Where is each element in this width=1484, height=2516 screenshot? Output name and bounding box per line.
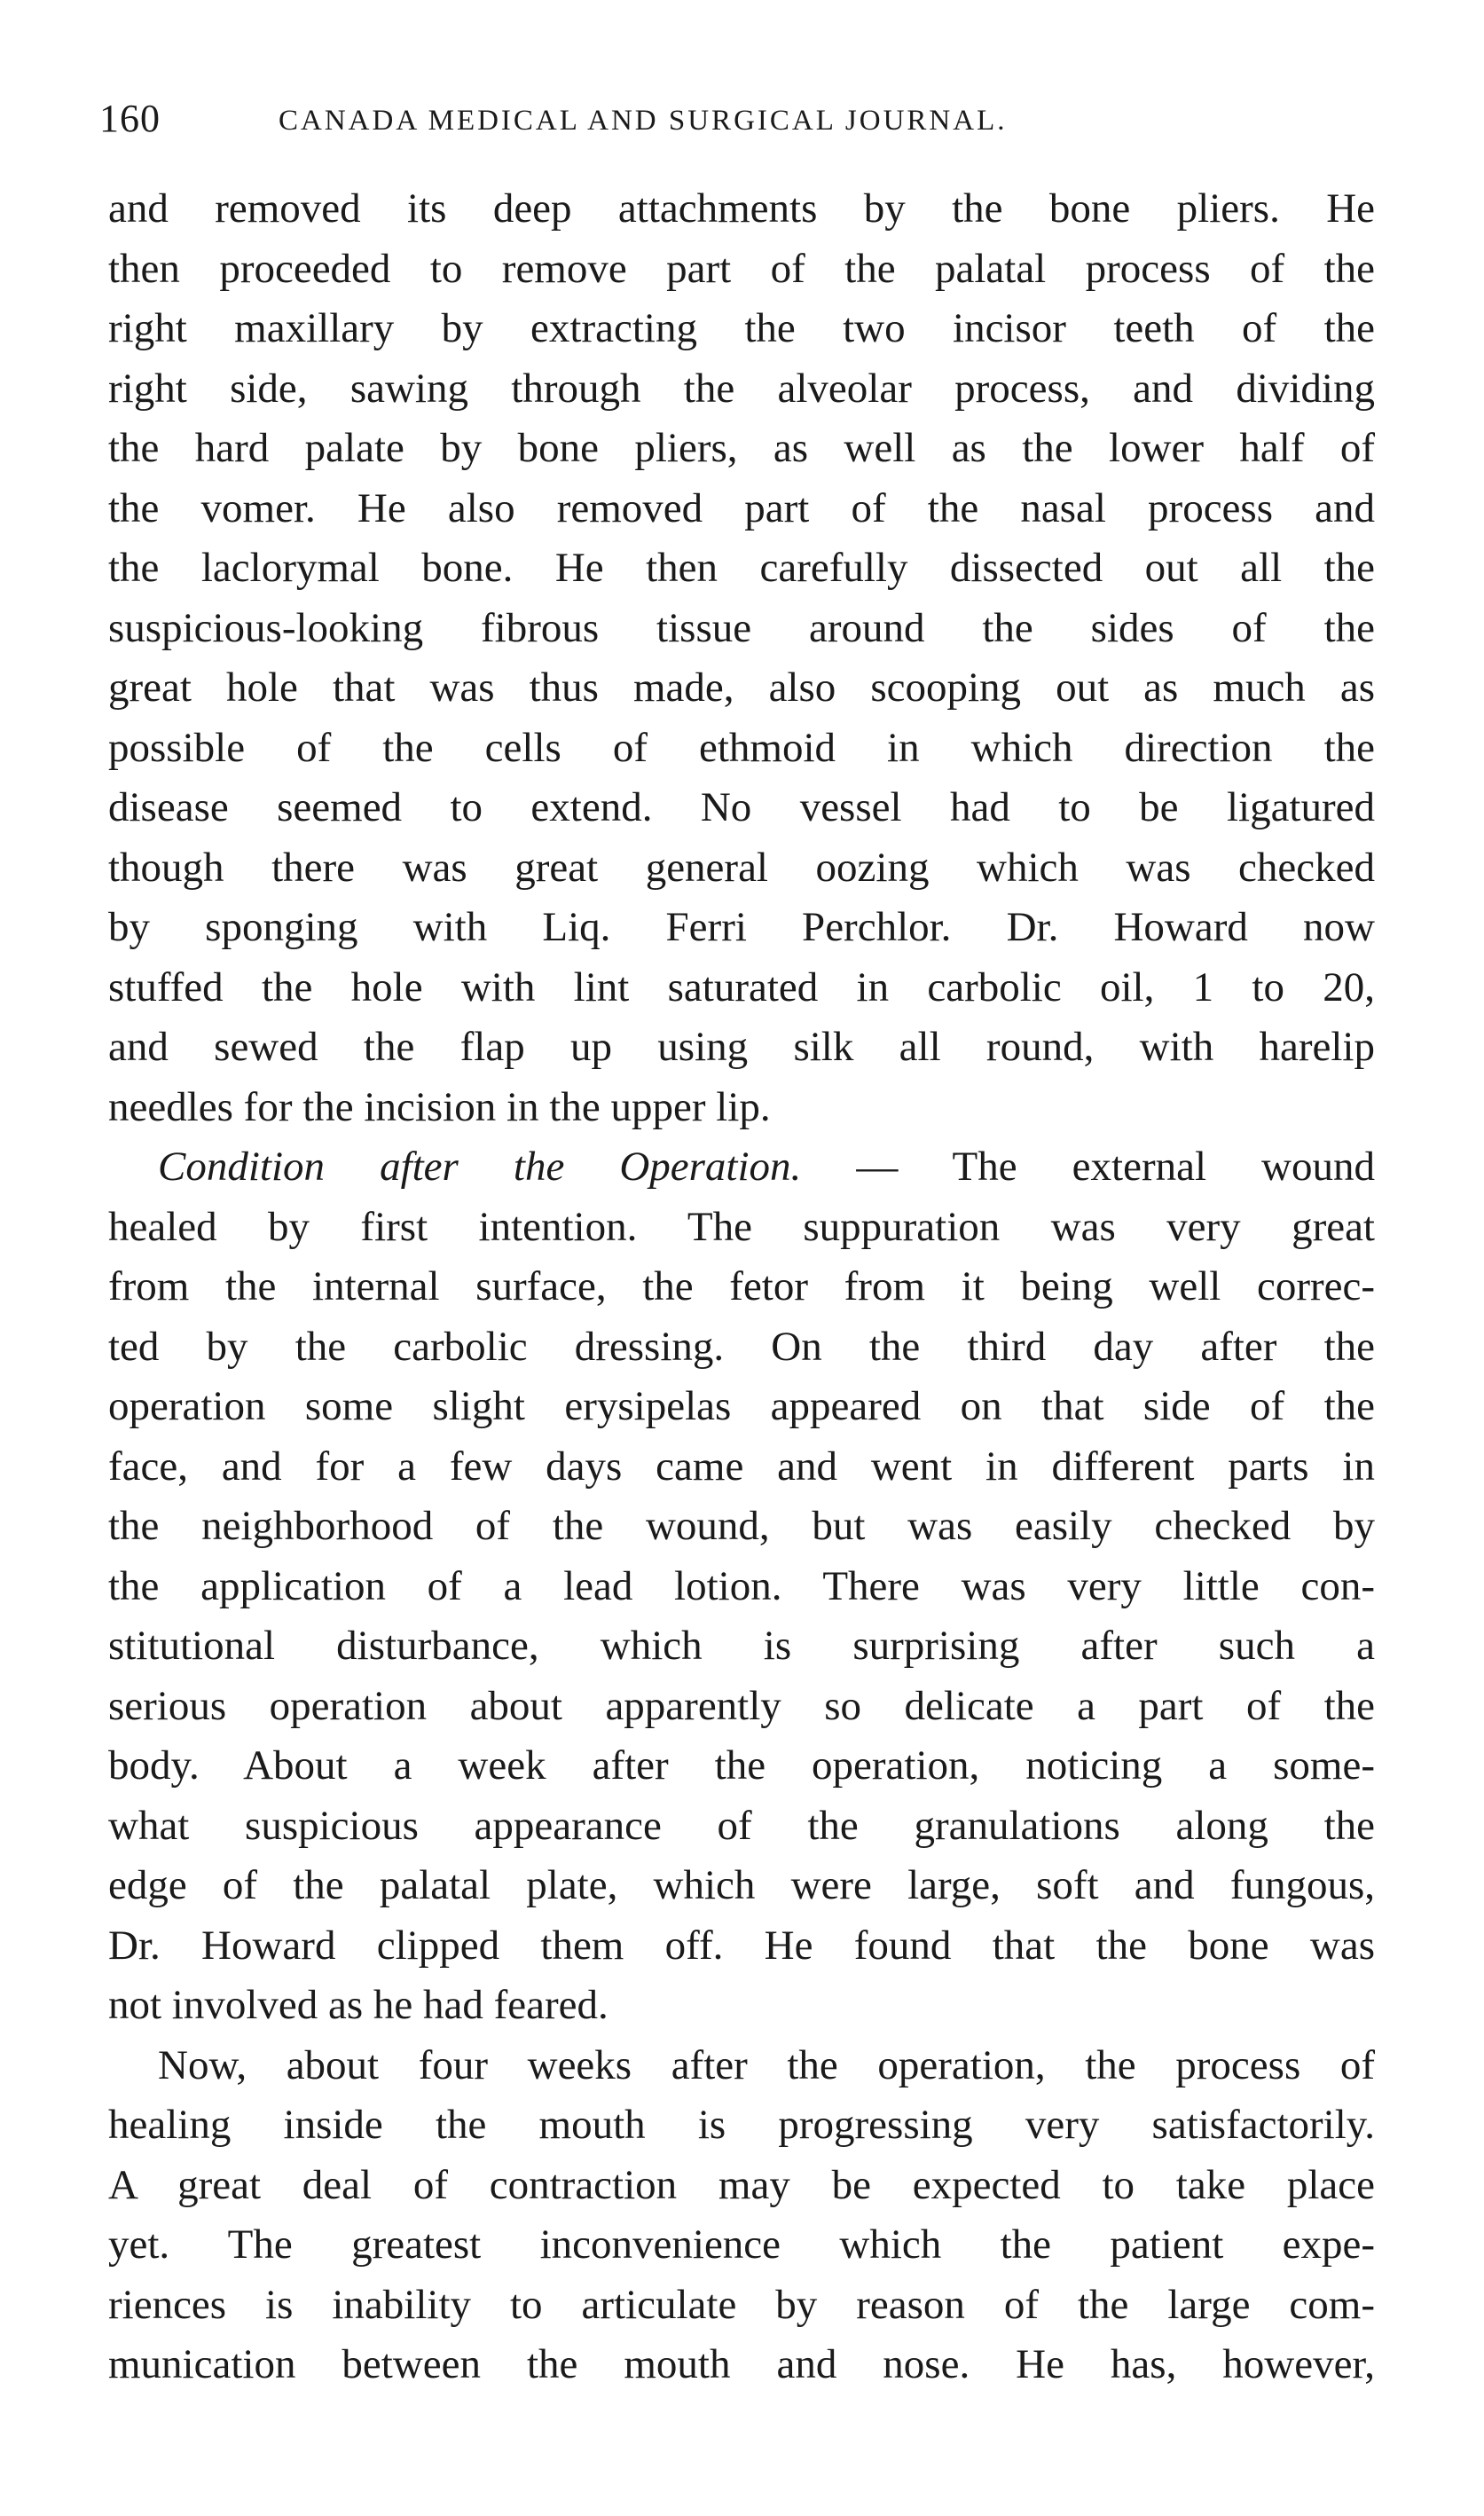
text-line bbox=[108, 1137, 1375, 1198]
text-line: stitutional disturbance, which is surprising after such a bbox=[108, 1623, 1375, 1669]
text-line: suspicious-looking fibrous tissue around the sides of the bbox=[108, 604, 1375, 651]
text-line: edge of the palatal plate, which were large, soft and fungous, bbox=[108, 1862, 1375, 1908]
text-line: right maxillary by extracting the two incisor teeth of the bbox=[108, 305, 1375, 351]
paragraph-operation-description bbox=[108, 179, 1375, 1137]
page-number: 160 bbox=[99, 97, 161, 140]
text-line: body. About a week after the operation, noticing a some- bbox=[108, 1742, 1375, 1789]
text-line: then proceeded to remove part of the palatal process of the bbox=[108, 245, 1375, 292]
text-line: and removed its deep attachments by the bone pliers. He bbox=[108, 185, 1375, 232]
text-line: and sewed the flap up using silk all round, with harelip bbox=[108, 1024, 1375, 1070]
text-line: the laclorymal bone. He then carefully dissected out all the bbox=[108, 545, 1375, 591]
paragraph-condition-after-operation bbox=[108, 1137, 1375, 2036]
text-line: A great deal of contraction may be expected to take place bbox=[108, 2161, 1375, 2208]
text-line: the neighborhood of the wound, but was easily checked by bbox=[108, 1503, 1375, 1549]
journal-title: CANADA MEDICAL AND SURGICAL JOURNAL. bbox=[279, 105, 1008, 137]
text-line: yet. The greatest inconvenience which the patient expe- bbox=[108, 2221, 1375, 2268]
text-line: the vomer. He also removed part of the nasal process and bbox=[108, 484, 1375, 531]
text-line: great hole that was thus made, also scooping out as much as bbox=[108, 664, 1375, 711]
text-line: by sponging with Liq. Ferri Perchlor. Dr. Howard now bbox=[108, 904, 1375, 950]
text-line: Dr. Howard clipped them off. He found that the bone was bbox=[108, 1922, 1375, 1969]
text-line: munication between the mouth and nose. He has, however, bbox=[108, 2341, 1375, 2387]
text-line: disease seemed to extend. No vessel had to be ligatured bbox=[108, 784, 1375, 830]
article-body bbox=[108, 179, 1375, 2395]
running-head bbox=[99, 92, 1386, 145]
text-line: from the internal surface, the fetor from it being well correc- bbox=[108, 1263, 1375, 1309]
text-line: face, and for a few days came and went in different parts in bbox=[108, 1443, 1375, 1490]
text-line: riences is inability to articulate by reason of the large com- bbox=[108, 2281, 1375, 2328]
text-line: the hard palate by bone pliers, as well as the lower half of bbox=[108, 425, 1375, 471]
text-line: what suspicious appearance of the granulations along the bbox=[108, 1802, 1375, 1849]
text-line: operation some slight erysipelas appeared on that side of the bbox=[108, 1383, 1375, 1429]
section-heading: Condition after the Operation. bbox=[158, 1144, 802, 1190]
text-line: possible of the cells of ethmoid in which direction the bbox=[108, 724, 1375, 771]
text-line: right side, sawing through the alveolar process, and dividing bbox=[108, 365, 1375, 412]
paragraph-four-weeks-after bbox=[108, 2036, 1375, 2395]
text-line: not involved as he had feared. bbox=[108, 1982, 609, 2028]
text-line: healing inside the mouth is progressing very satisfactorily. bbox=[108, 2102, 1375, 2148]
text-line: stuffed the hole with lint saturated in carbolic oil, 1 to 20, bbox=[108, 963, 1375, 1010]
text-line: ted by the carbolic dressing. On the third day after the bbox=[108, 1323, 1375, 1370]
text-line: the application of a lead lotion. There was very little con- bbox=[108, 1562, 1375, 1609]
text-line: serious operation about apparently so delicate a part of the bbox=[108, 1682, 1375, 1729]
text-line: though there was great general oozing which was checked bbox=[108, 844, 1375, 891]
text-fragment: — The external wound bbox=[801, 1144, 1376, 1190]
text-line: healed by first intention. The suppuration was very great bbox=[108, 1203, 1375, 1250]
text-line: Now, about four weeks after the operation, the process of bbox=[158, 2041, 1375, 2088]
text-line: needles for the incision in the upper lip. bbox=[108, 1083, 771, 1130]
